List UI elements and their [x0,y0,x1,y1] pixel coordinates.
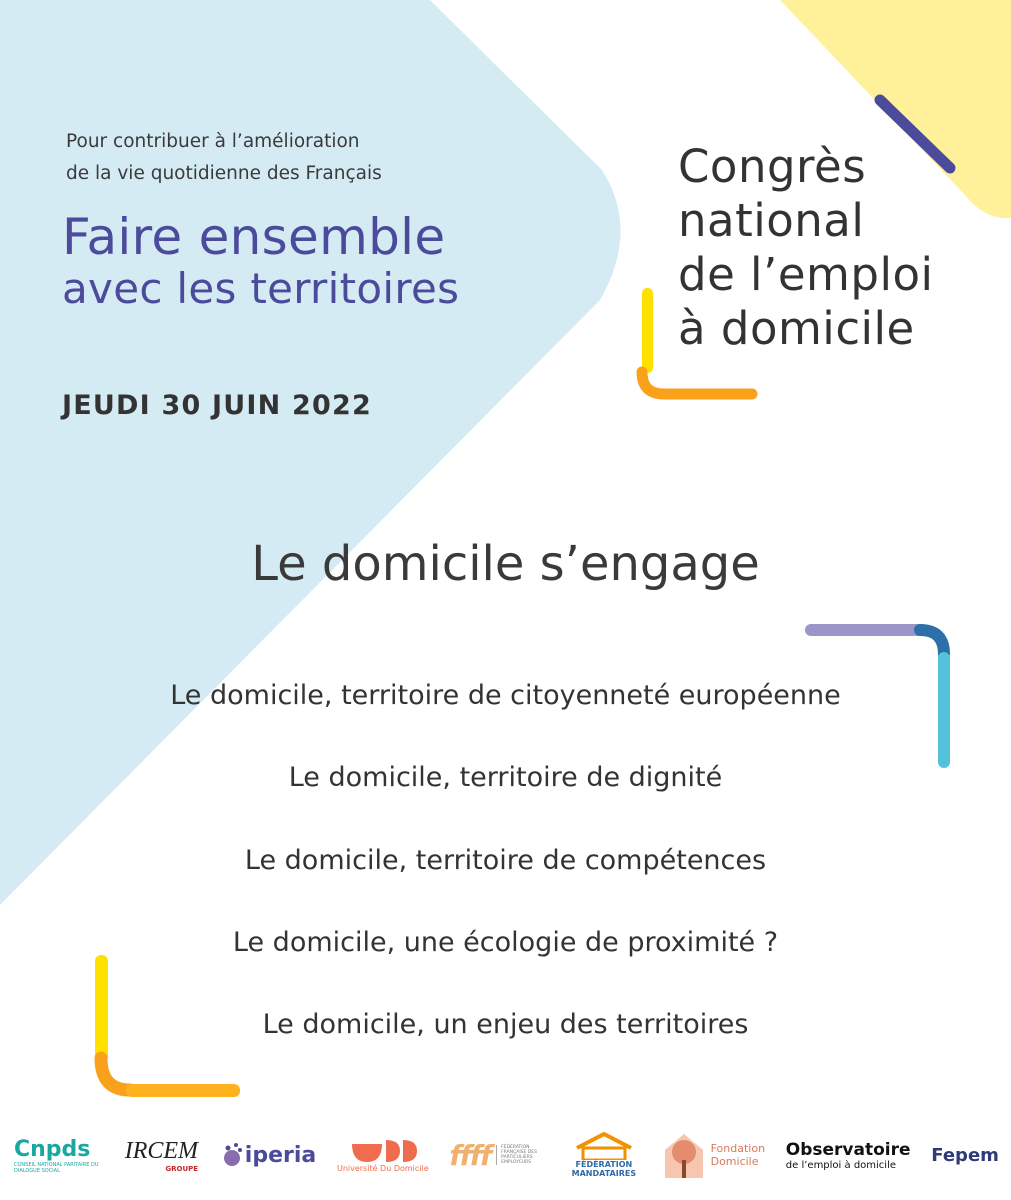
ffff-logo-subtext: FÉDÉRATION FRANÇAISE DES PARTICULIERS EMPLOYEURS [496,1145,547,1165]
fepem-logo [931,1145,999,1166]
theme-title: Le domicile s’engage [251,536,760,592]
topic-3: Le domicile, territoire de compétences [244,845,767,876]
partner-logos [14,1125,999,1185]
brand-line-2: national [678,194,865,247]
intro-line-2: de la vie quotidienne des Français [66,163,382,184]
fondation-logo-line-2: Domicile [710,1155,759,1168]
ffff-logo: ffff FÉDÉRATION FRANÇAISE DES PARTICULIERS EMPLOYEURS [449,1139,547,1172]
iperia-logo [219,1140,316,1170]
headline-line-2: avec les territoires [62,264,460,313]
universite-logo [337,1138,429,1173]
topic-4: Le domicile, une écologie de proximité ? [232,927,779,958]
observatoire-logo-line-1: Observatoire [785,1139,911,1160]
ircem-logo-text: IRCEM [124,1137,199,1164]
headline-line-1: Faire ensemble [62,208,446,266]
intro-text [66,126,486,190]
house-icon [571,1132,637,1160]
universite-shapes-icon [348,1138,418,1164]
event-date: JEUDI 30 JUIN 2022 [62,390,373,421]
observatoire-logo-line-2: de l’emploi à domicile [785,1159,897,1171]
tree-house-icon [661,1130,707,1180]
brand-line-4: à domicile [678,302,915,355]
federation-logo-text: FÉDÉRATION MANDATAIRES [571,1160,637,1178]
topic-2: Le domicile, territoire de dignité [288,762,723,793]
observatoire-logo [786,1140,911,1171]
cnpds-logo-text: Cnpds [14,1136,91,1162]
congress-logo-text [678,140,933,356]
ircem-logo-subtext: GROUPE [165,1164,199,1173]
federation-mandataires-logo [568,1132,640,1178]
cnpds-logo-subtext: CONSEIL NATIONAL PARITAIRE DU DIALOGUE SOCIAL [14,1161,99,1174]
topic-1: Le domicile, territoire de citoyenneté européenne [170,680,841,711]
ircem-logo [125,1138,198,1173]
iperia-logo-text: iperia [244,1142,317,1168]
iperia-flower-icon [219,1140,245,1170]
universite-logo-text: Université Du Domicile [336,1163,429,1173]
intro-line-1: Pour contribuer à l’amélioration [66,131,360,152]
brand-line-1: Congrès [678,140,867,193]
cnpds-logo [14,1137,104,1174]
fepem-logo-text: Fepem [931,1144,999,1166]
fondation-domicile-logo [661,1130,765,1180]
brand-line-3: de l’emploi [678,248,934,301]
topic-5: Le domicile, un enjeu des territoires [262,1009,749,1040]
headline [62,208,582,312]
fondation-logo-line-1: Fondation [710,1142,766,1155]
